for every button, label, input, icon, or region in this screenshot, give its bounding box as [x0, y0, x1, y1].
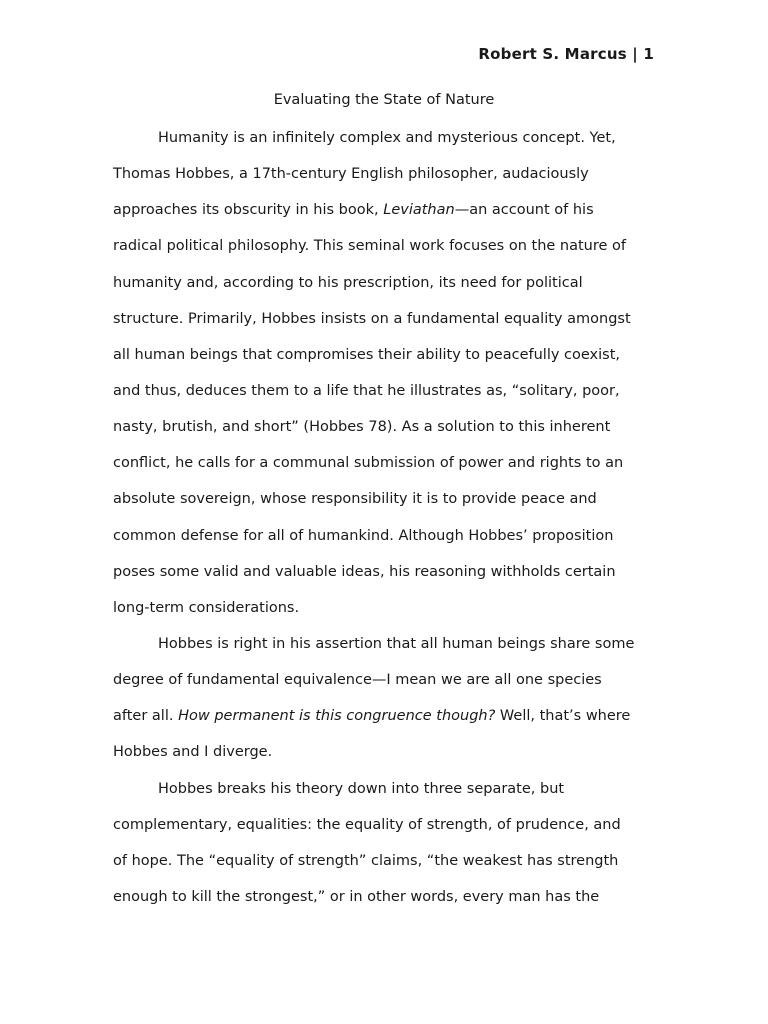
text-run: absolute sovereign, whose responsibility it is to provide peace and [113, 491, 597, 508]
text-run: of hope. The “equality of strength” claims, “the weakest has strength [113, 852, 619, 869]
text-run: conflict, he calls for a communal submission of power and rights to an [113, 455, 624, 472]
document-body [113, 120, 658, 915]
text-line [113, 698, 658, 734]
text-line [113, 156, 658, 192]
text-line [113, 481, 658, 517]
text-line [113, 337, 658, 373]
text-run: after all. [113, 708, 179, 725]
text-line [113, 807, 658, 843]
text-run: approaches its obscurity in his book, [113, 202, 384, 219]
text-run: Humanity is an infinitely complex and mysterious concept. Yet, [158, 130, 616, 146]
text-run: all human beings that compromises their ability to peacefully coexist, [113, 346, 621, 363]
text-line [113, 879, 658, 915]
text-line [113, 373, 658, 409]
paragraph [113, 120, 658, 626]
italic-text: Leviathan [383, 202, 455, 219]
text-run: Thomas Hobbes, a 17th-century English philosopher, audaciously [113, 166, 589, 183]
text-run: radical political philosophy. This seminal work focuses on the nature of [113, 238, 627, 255]
text-run: enough to kill the strongest,” or in other words, every man has the [113, 888, 600, 905]
text-run: and thus, deduces them to a life that he illustrates as, “solitary, poor, [113, 382, 620, 399]
text-run: degree of fundamental equivalence—I mean we are all one species [113, 672, 602, 689]
text-line [113, 626, 658, 662]
text-line [113, 662, 658, 698]
text-line [113, 734, 658, 770]
text-line [113, 554, 658, 590]
document-title: Evaluating the State of Nature [273, 92, 495, 108]
text-line [113, 590, 658, 626]
text-line [113, 265, 658, 301]
text-run: Hobbes is right in his assertion that all human beings share some [158, 635, 635, 652]
text-run: —an account of his [454, 202, 594, 219]
text-run: nasty, brutish, and short” (Hobbes 78). As a solution to this inherent [113, 419, 611, 436]
text-run: structure. Primarily, Hobbes insists on a fundamental equality amongst [113, 310, 631, 327]
text-run: complementary, equalities: the equality of strength, of prudence, and [113, 816, 621, 833]
text-line [113, 301, 658, 337]
paragraph [113, 626, 658, 771]
text-run: Hobbes breaks his theory down into three separate, but [158, 780, 565, 797]
text-line [113, 192, 658, 228]
text-run: long-term considerations. [113, 599, 300, 616]
running-head: Robert S. Marcus | 1 [478, 45, 654, 63]
text-line [113, 843, 658, 879]
text-line [113, 518, 658, 554]
text-run: Well, that’s where [495, 708, 631, 725]
text-run: common defense for all of humankind. Although Hobbes’ proposition [113, 527, 614, 544]
text-line [113, 120, 658, 156]
text-line [113, 228, 658, 264]
text-line [113, 409, 658, 445]
text-line [113, 771, 658, 807]
text-line [113, 445, 658, 481]
text-run: poses some valid and valuable ideas, his reasoning withholds certain [113, 563, 616, 580]
italic-text: How permanent is this congruence though? [178, 708, 496, 725]
text-run: humanity and, according to his prescription, its need for political [113, 274, 583, 291]
paragraph [113, 771, 658, 916]
text-run: Hobbes and I diverge. [113, 744, 273, 761]
